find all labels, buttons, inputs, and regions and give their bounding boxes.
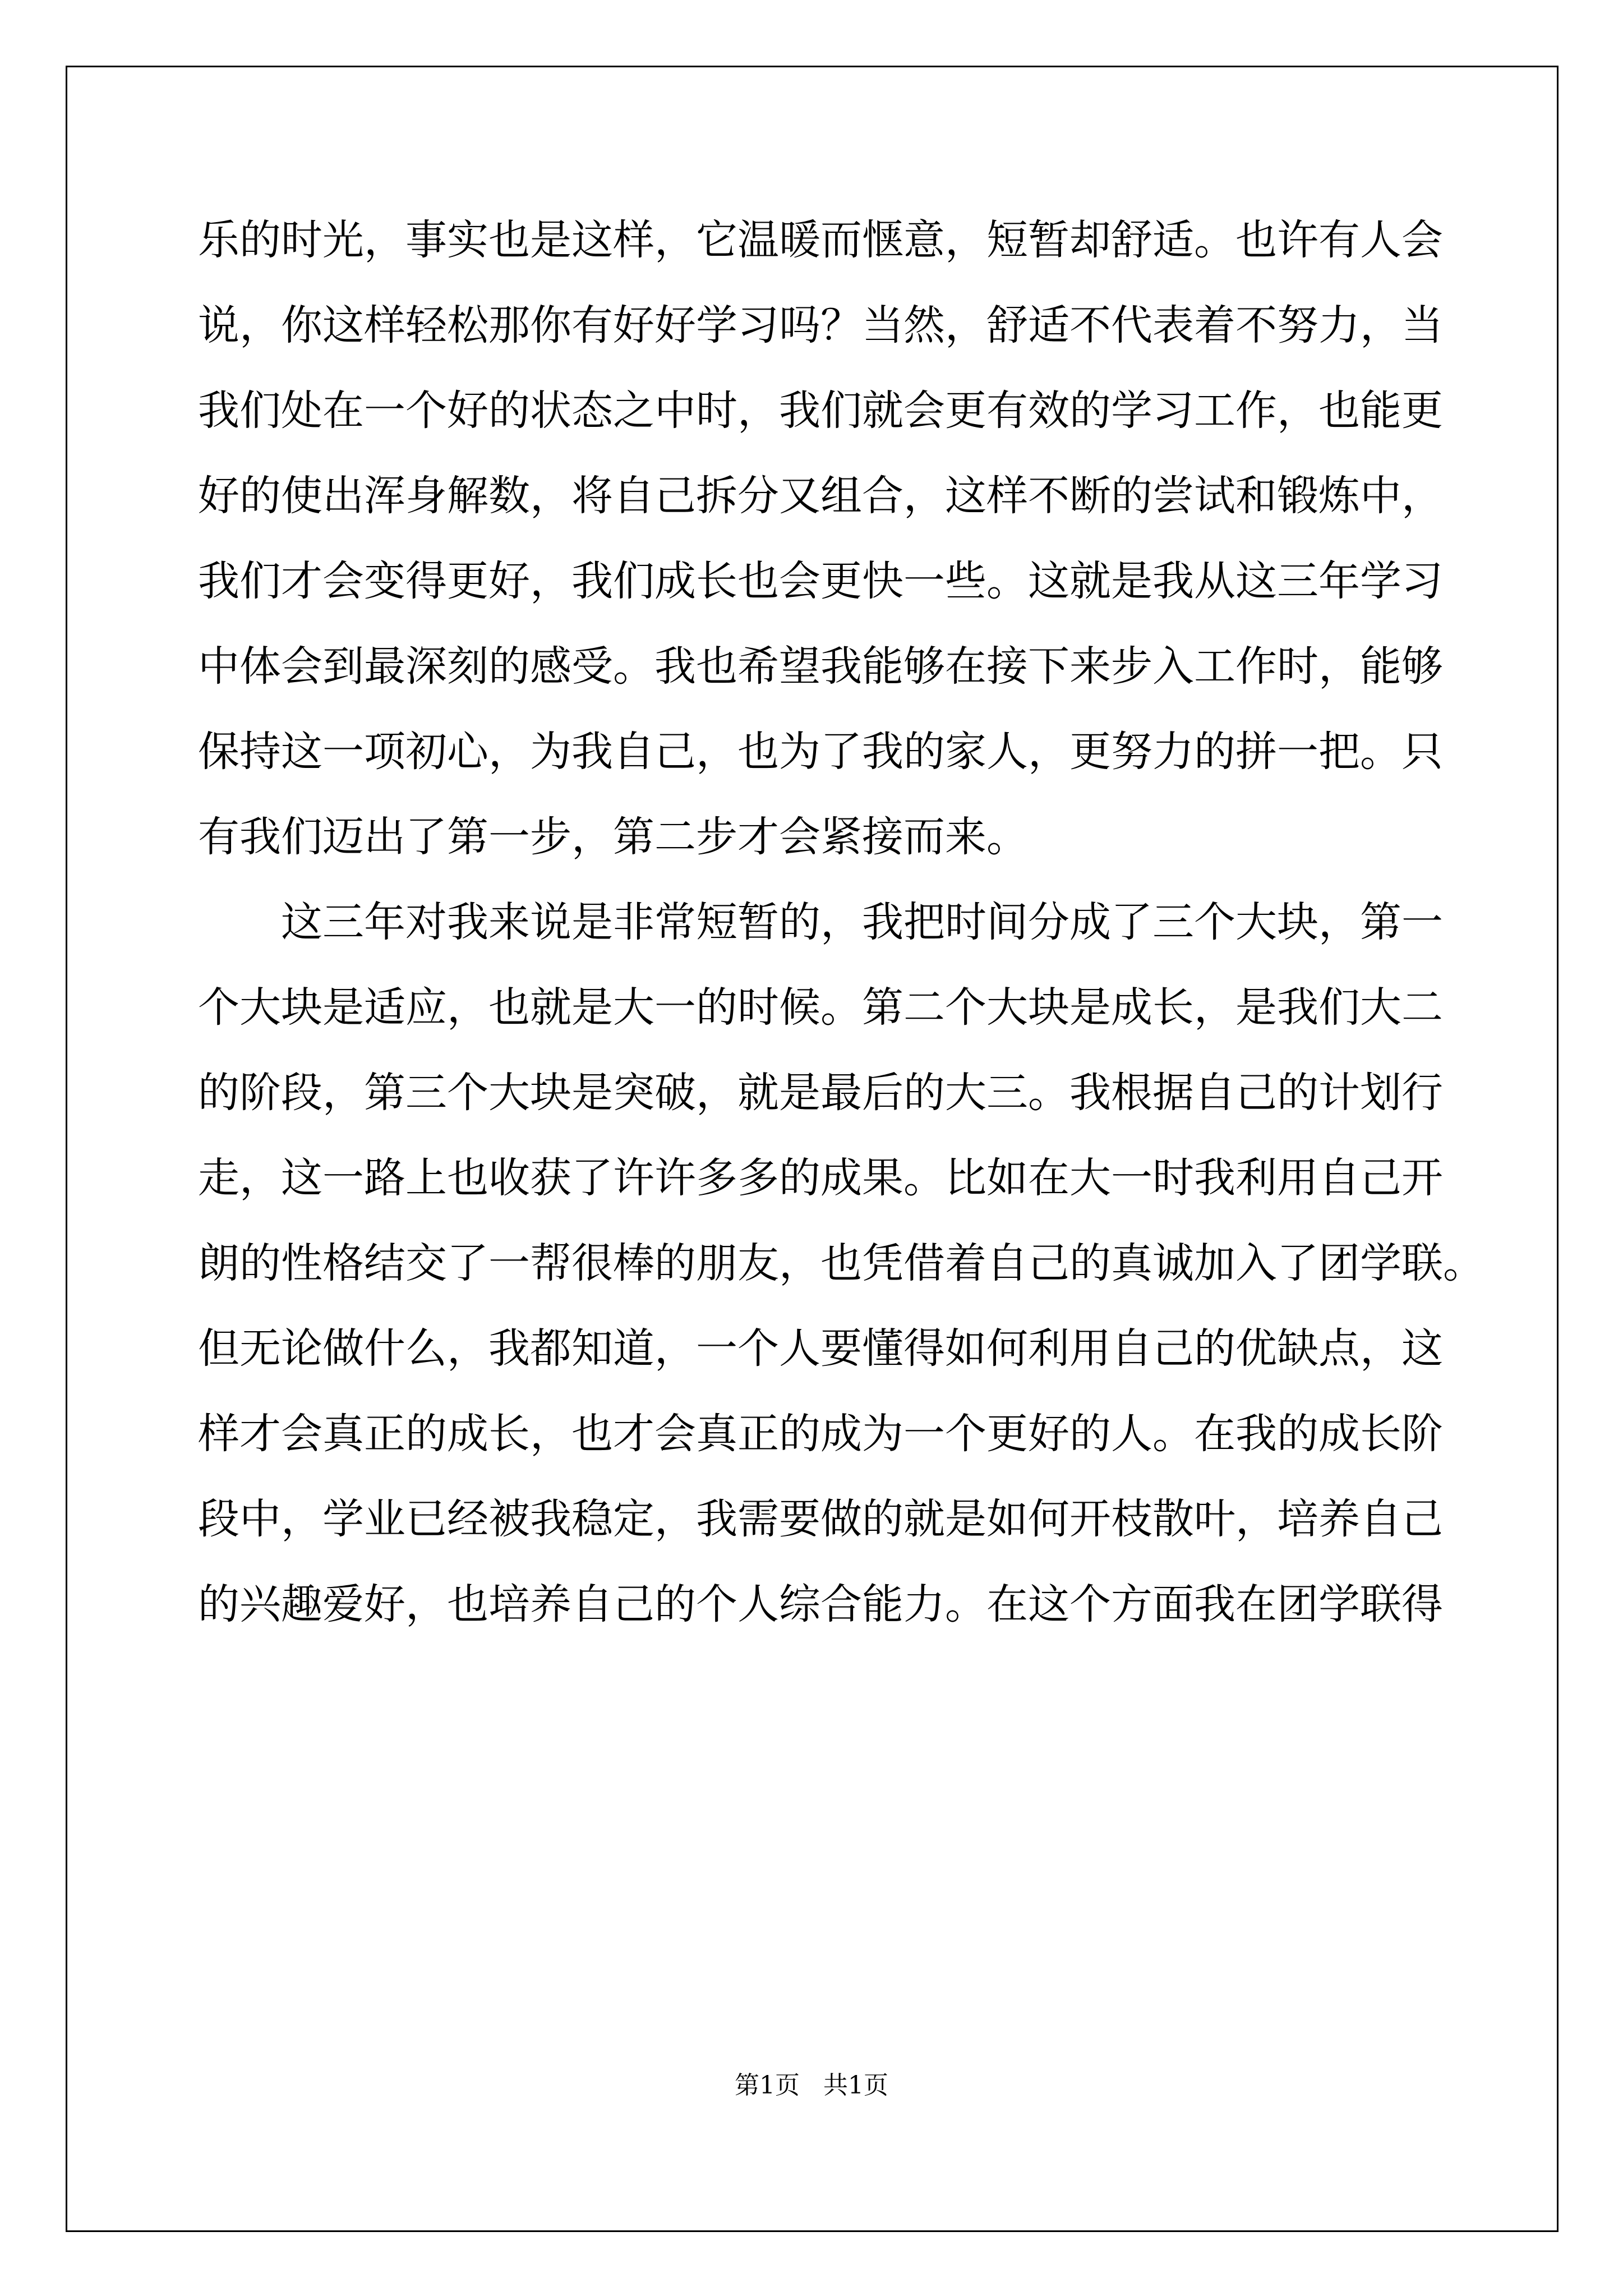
text-line: 个大块是适应，也就是大一的时候。第二个大块是成长，是我们大二 (198, 983, 1443, 1032)
text-line: 好的使出浑身解数，将自己拆分又组合，这样不断的尝试和锻炼中， (198, 472, 1443, 520)
text-line: 的阶段，第三个大块是突破，就是最后的大三。我根据自己的计划行 (198, 1069, 1443, 1117)
text-line: 我们处在一个好的状态之中时，我们就会更有效的学习工作，也能更 (198, 386, 1443, 435)
text-line: 走，这一路上也收获了许许多多的成果。比如在大一时我利用自己开 (198, 1154, 1443, 1202)
text-line: 朗的性格结交了一帮很棒的朋友，也凭借着自己的真诚加入了团学联。 (198, 1239, 1484, 1287)
text-line: 乐的时光，事实也是这样，它温暖而惬意，短暂却舒适。也许有人会 (198, 216, 1443, 264)
paragraph-first-line: 这三年对我来说是非常短暂的，我把时间分成了三个大块，第一 (281, 898, 1443, 946)
text-line: 保持这一项初心，为我自己，也为了我的家人，更努力的拼一把。只 (198, 728, 1443, 776)
text-line: 样才会真正的成长，也才会真正的成为一个更好的人。在我的成长阶 (198, 1410, 1443, 1458)
text-line: 中体会到最深刻的感受。我也希望我能够在接下来步入工作时，能够 (198, 642, 1443, 691)
text-line: 我们才会变得更好，我们成长也会更快一些。这就是我从这三年学习 (198, 557, 1443, 605)
page-number-footer: 第1页 共1页 (735, 2071, 888, 2100)
text-line: 的兴趣爱好，也培养自己的个人综合能力。在这个方面我在团学联得 (198, 1580, 1443, 1628)
text-line: 但无论做什么，我都知道，一个人要懂得如何利用自己的优缺点，这 (198, 1324, 1443, 1373)
text-line: 说，你这样轻松那你有好好学习吗？当然，舒适不代表着不努力，当 (198, 301, 1443, 349)
text-line: 段中，学业已经被我稳定，我需要做的就是如何开枝散叶，培养自己 (198, 1495, 1443, 1543)
document-body (198, 197, 1484, 1647)
text-line: 有我们迈出了第一步，第二步才会紧接而来。 (198, 813, 1028, 861)
